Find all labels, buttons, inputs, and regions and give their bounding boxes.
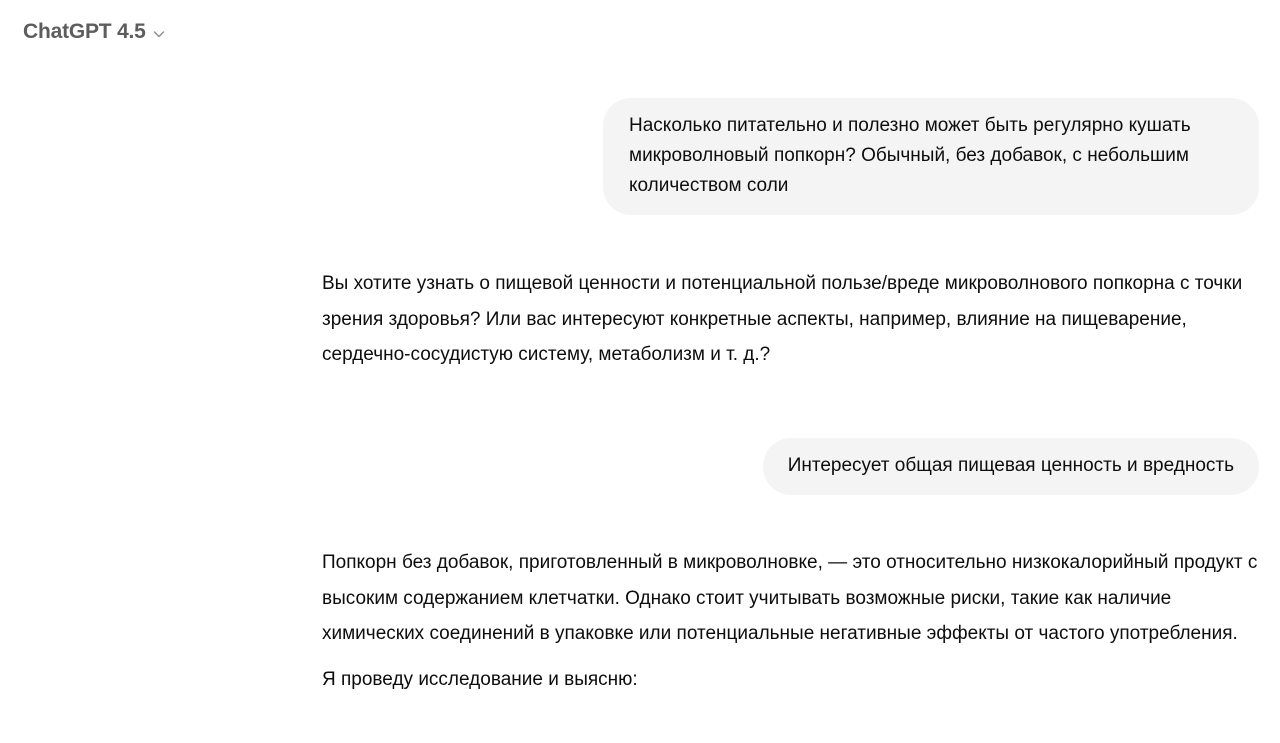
user-message (603, 98, 1259, 215)
chevron-down-icon (152, 27, 166, 41)
assistant-message (322, 545, 1262, 697)
assistant-message-paragraph: Попкорн без добавок, приготовленный в микроволновке, — это относительно низкокалорийный продукт с высоким содержанием клетчатки. Однако стоит учитывать возможные риски, такие как наличие химических соединений в упаковке или потенциальные негативные эффекты от частого употребления. (322, 552, 1258, 644)
model-switcher-button[interactable] (23, 17, 166, 47)
assistant-message (322, 266, 1262, 373)
assistant-message-paragraph: Я проведу исследование и выясню: (322, 668, 638, 690)
user-message-text: Интересует общая пищевая ценность и вредность (787, 455, 1234, 476)
user-message (763, 438, 1259, 495)
assistant-message-paragraph: Вы хотите узнать о пищевой ценности и потенциальной пользе/вреде микроволнового попкорна с точки зрения здоровья? Или вас интересуют конкретные аспекты, например, влияние на пищеварение, сердечно-сосудистую систему, метаболизм и т. д.? (322, 273, 1243, 365)
user-message-text: Насколько питательно и полезно может быть регулярно кушать микроволновый попкорн? Обычный, без добавок, с небольшим количеством соли (629, 115, 1191, 196)
model-name: ChatGPT 4.5 (23, 20, 146, 43)
